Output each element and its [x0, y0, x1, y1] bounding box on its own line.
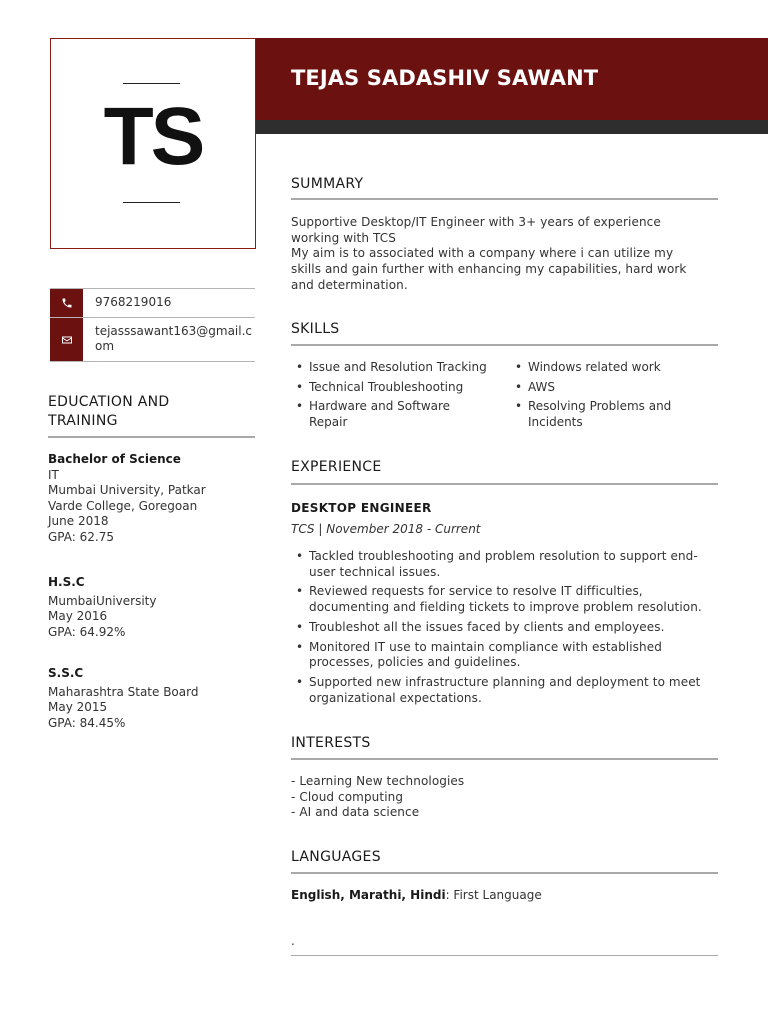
education-entry [48, 575, 258, 640]
interests-list [291, 774, 721, 821]
experience-heading: EXPERIENCE [291, 459, 382, 475]
interest-item: - AI and data science [291, 805, 420, 820]
job-meta: TCS | November 2018 - Current [291, 522, 481, 536]
experience-bullet: • Troubleshot all the issues faced by clients and employees. [292, 620, 722, 636]
skill-item: • Hardware and Software Repair [292, 399, 482, 430]
language-line [291, 888, 542, 902]
degree-institution-cont: Varde College, Goregoan [48, 498, 198, 513]
summary-line: working with TCS [291, 230, 396, 245]
interests-rule [291, 758, 718, 760]
skills-rule [291, 344, 718, 346]
summary-rule [291, 198, 718, 200]
job-title: DESKTOP ENGINEER [291, 501, 432, 515]
summary-line: My aim is to associated with a company where i can utilize my [291, 246, 674, 261]
interest-item: - Cloud computing [291, 789, 404, 804]
degree-institution: MumbaiUniversity [48, 593, 157, 608]
skill-item: • Technical Troubleshooting [292, 380, 497, 396]
education-entry [48, 452, 258, 545]
monogram-bottom-line [123, 202, 180, 203]
education-entry [48, 666, 258, 731]
skills-left-column [292, 360, 497, 435]
degree-date: May 2016 [48, 609, 108, 623]
skill-item: • Resolving Problems and Incidents [511, 399, 701, 430]
monogram: TS [103, 91, 203, 182]
degree-field: IT [48, 467, 59, 482]
education-heading-line1: EDUCATION AND [48, 394, 170, 410]
summary-line: skills and gain further with enhancing my capabilities, hard work [291, 262, 687, 277]
contact-email-row [50, 318, 255, 362]
languages-heading: LANGUAGES [291, 849, 381, 865]
experience-bullet: • Supported new infrastructure planning and deployment to meet organizational expectations. [292, 675, 722, 706]
skill-item: • Windows related work [511, 360, 716, 376]
education-heading [48, 393, 258, 431]
skill-item: • AWS [511, 380, 716, 396]
phone-icon [50, 289, 83, 317]
degree-date: May 2015 [48, 700, 108, 714]
degree-gpa: GPA: 64.92% [48, 624, 126, 639]
degree-title: S.S.C [48, 666, 84, 680]
skill-item: • Issue and Resolution Tracking [292, 360, 497, 376]
interests-heading: INTERESTS [291, 735, 371, 751]
degree-gpa: GPA: 62.75 [48, 529, 114, 544]
contact-email[interactable]: tejasssawant163@gmail.com [95, 324, 253, 353]
degree-gpa: GPA: 84.45% [48, 715, 126, 730]
bottom-rule [291, 955, 718, 956]
experience-rule [291, 483, 718, 485]
candidate-name: TEJAS SADASHIV SAWANT [291, 66, 599, 90]
envelope-icon [50, 318, 83, 361]
monogram-top-line [123, 83, 180, 84]
education-rule [48, 436, 255, 438]
degree-title: Bachelor of Science [48, 452, 181, 466]
degree-institution: Maharashtra State Board [48, 684, 199, 699]
education-heading-line2: TRAINING [48, 413, 118, 429]
contact-phone: 9768219016 [95, 295, 172, 309]
degree-date: June 2018 [48, 514, 109, 528]
language-level: : First Language [445, 888, 542, 902]
summary-text [291, 215, 721, 294]
languages-rule [291, 872, 718, 874]
summary-line: and determination. [291, 277, 408, 292]
experience-bullets [292, 549, 722, 710]
skills-heading: SKILLS [291, 321, 340, 337]
contact-phone-row [50, 288, 255, 318]
experience-bullet: • Reviewed requests for service to resolve IT difficulties, documenting and fielding tickets to improve problem resolution. [292, 584, 722, 615]
summary-line: Supportive Desktop/IT Engineer with 3+ years of experience [291, 215, 661, 229]
interest-item: - Learning New technologies [291, 774, 465, 788]
trailing-dot: . [291, 934, 295, 948]
experience-bullet: • Tackled troubleshooting and problem resolution to support end-user technical issues. [292, 549, 722, 580]
header-underline-band [256, 120, 768, 134]
experience-bullet: • Monitored IT use to maintain compliance with established processes, policies and guidelines. [292, 640, 722, 671]
degree-title: H.S.C [48, 575, 85, 589]
degree-institution: Mumbai University, Patkar [48, 483, 206, 497]
skills-right-column [511, 360, 716, 435]
summary-heading: SUMMARY [291, 176, 364, 192]
language-names: English, Marathi, Hindi [291, 888, 446, 902]
